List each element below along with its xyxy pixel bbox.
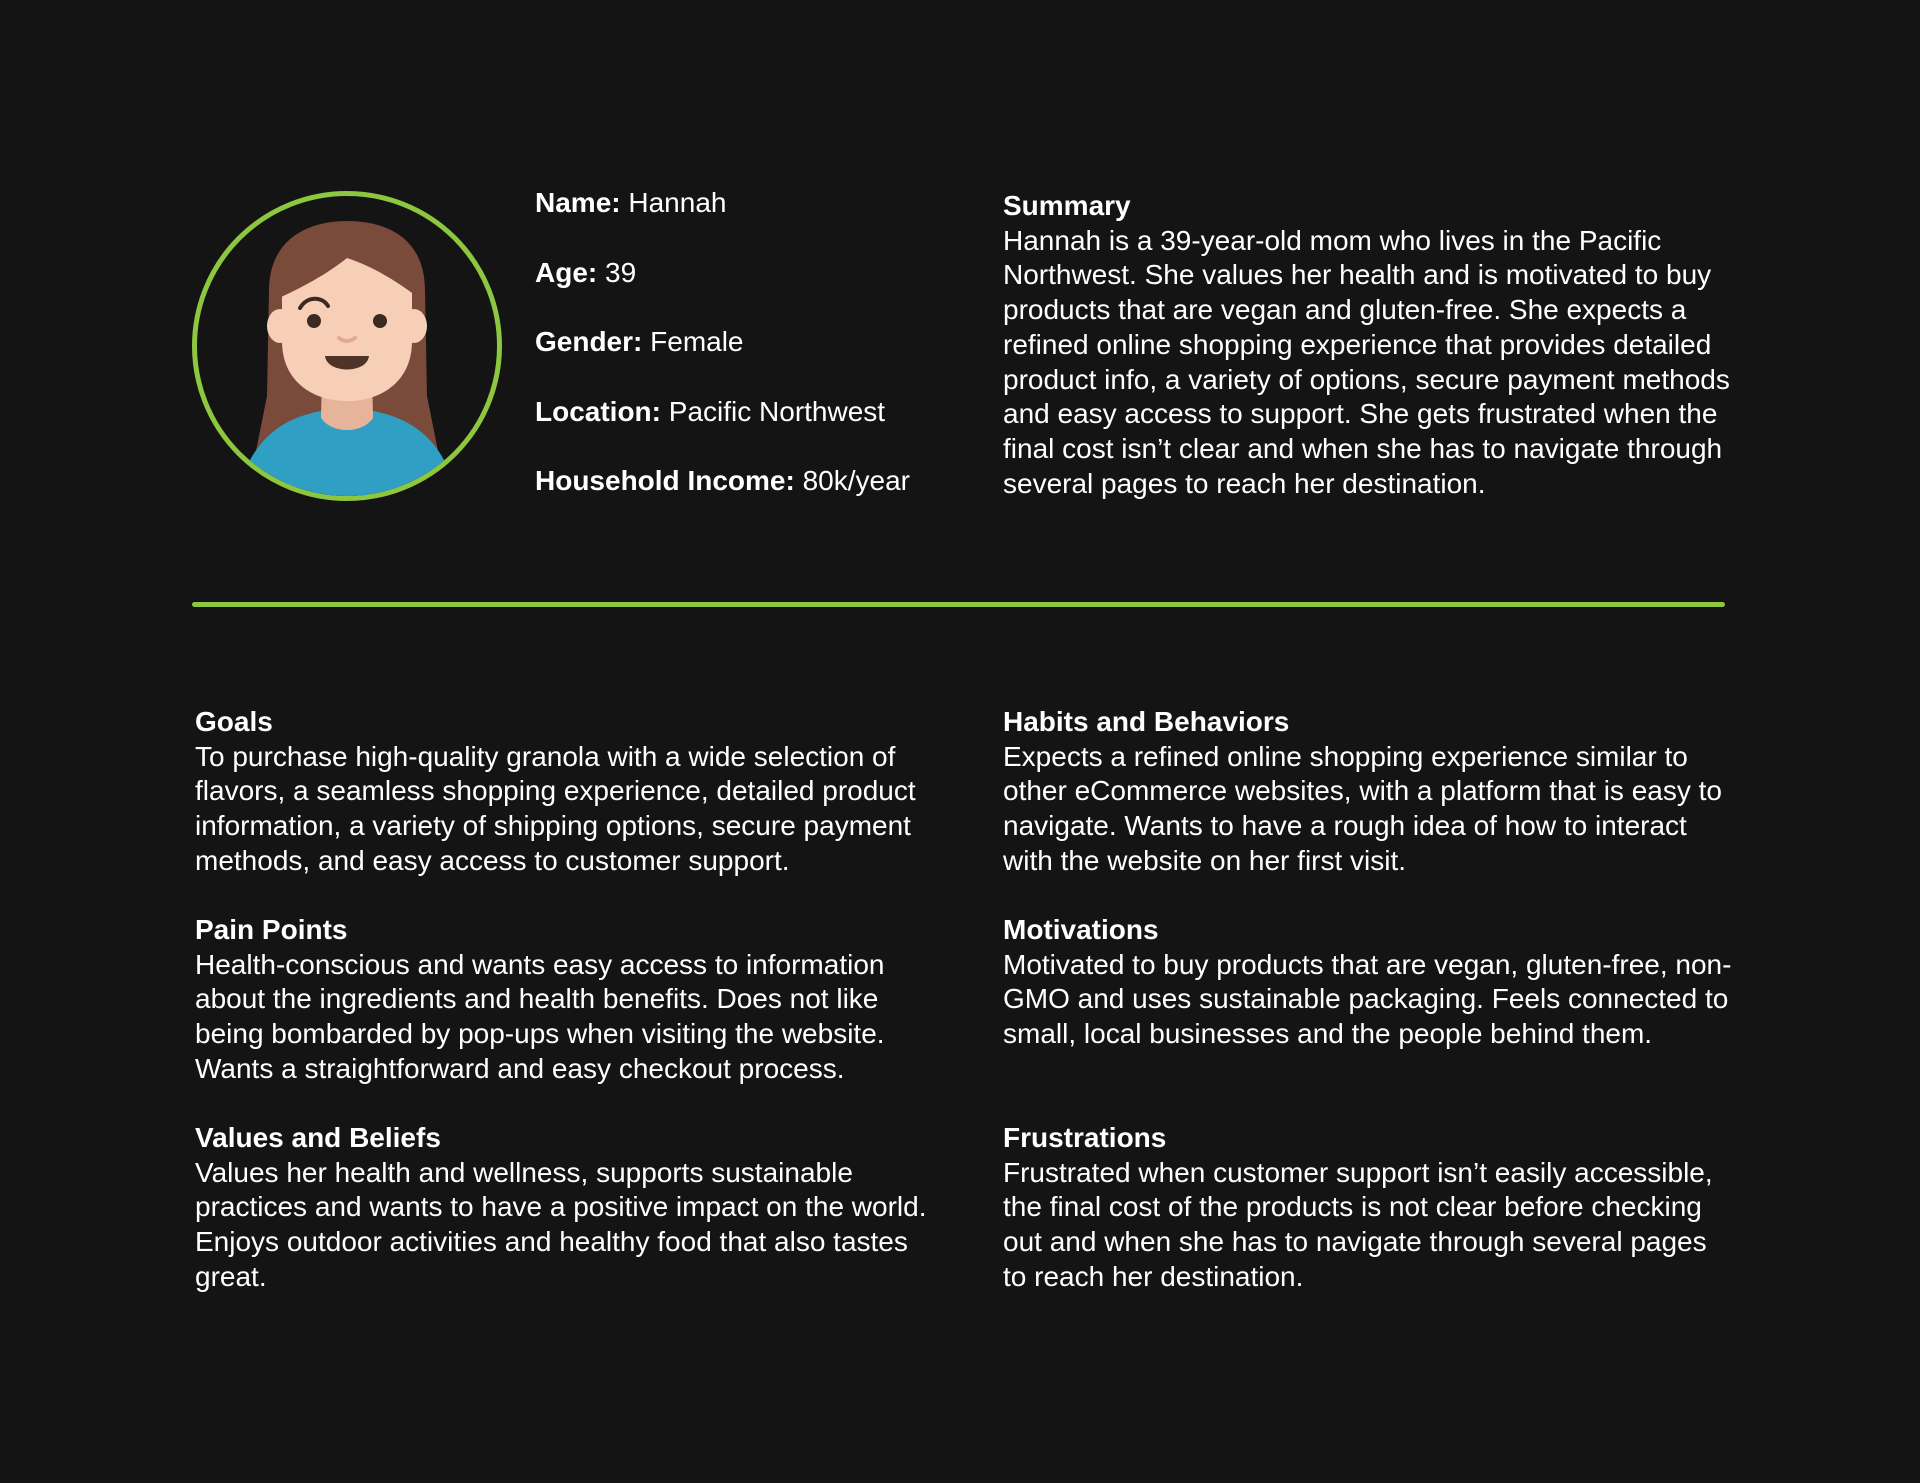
profile-name (535, 186, 955, 220)
age-label: Age: (535, 256, 598, 288)
pain-points-title: Pain Points (195, 914, 348, 945)
motivations-title: Motivations (1003, 914, 1159, 945)
income-value: 80k/year (802, 465, 910, 496)
goals-title: Goals (195, 706, 273, 737)
values-beliefs-title: Values and Beliefs (195, 1122, 441, 1153)
profile-age (535, 256, 955, 290)
habits-body: Expects a refined online shopping experience similar to other eCommerce websites, with a platform that is easy to navigate. Wants to have a rough idea of how to interact with the website on her first visit. (1003, 740, 1722, 876)
habits-title: Habits and Behaviors (1003, 706, 1290, 737)
profile-gender (535, 325, 955, 359)
profile-income (535, 464, 955, 498)
pain-points-body: Health-conscious and wants easy access to information about the ingredients and health benefits. Does not like being bombarded by pop-ups when visiting the website. Wants a straightforward and easy checkout process. (195, 948, 885, 1084)
summary-section (1003, 189, 1733, 501)
section-divider (192, 602, 1725, 607)
profile-facts (535, 186, 955, 534)
income-label: Household Income: (535, 465, 795, 496)
woman-avatar-icon (192, 191, 502, 501)
motivations-section (1003, 913, 1733, 1052)
summary-body: Hannah is a 39-year-old mom who lives in the Pacific Northwest. She values her health and is motivated to buy products that are vegan and gluten-free. She expects a refined online shopping experience that provides detailed product info, a variety of options, secure payment methods and easy access to support. She gets frustrated when the final cost isn’t clear and when she has to navigate through several pages to reach her destination. (1003, 224, 1730, 499)
gender-value: Female (650, 326, 744, 357)
age-value: 39 (605, 256, 637, 288)
name-label: Name: (535, 187, 621, 218)
location-label: Location: (535, 395, 661, 427)
profile-location (535, 395, 955, 429)
frustrations-title: Frustrations (1003, 1122, 1167, 1153)
pain-points-section (195, 913, 940, 1087)
gender-label: Gender: (535, 326, 643, 357)
summary-title: Summary (1003, 190, 1131, 221)
name-value: Hannah (628, 187, 727, 218)
goals-body: To purchase high-quality granola with a wide selection of flavors, a seamless shopping experience, detailed product information, a variety of shipping options, secure payment methods, and easy access to customer support. (195, 740, 916, 876)
frustrations-section (1003, 1121, 1733, 1295)
habits-section (1003, 705, 1733, 879)
goals-section (195, 705, 940, 879)
values-beliefs-body: Values her health and wellness, supports sustainable practices and wants to have a positive impact on the world. Enjoys outdoor activities and healthy food that also tastes great. (195, 1156, 927, 1292)
motivations-body: Motivated to buy products that are vegan, gluten-free, non-GMO and uses sustainable packaging. Feels connected to small, local businesses and the people behind them. (1003, 948, 1732, 1050)
location-value: Pacific Northwest (668, 395, 886, 427)
frustrations-body: Frustrated when customer support isn’t easily accessible, the final cost of the products is not clear before checking out and when she has to navigate through several pages to reach her destination. (1003, 1156, 1713, 1292)
values-beliefs-section (195, 1121, 940, 1295)
